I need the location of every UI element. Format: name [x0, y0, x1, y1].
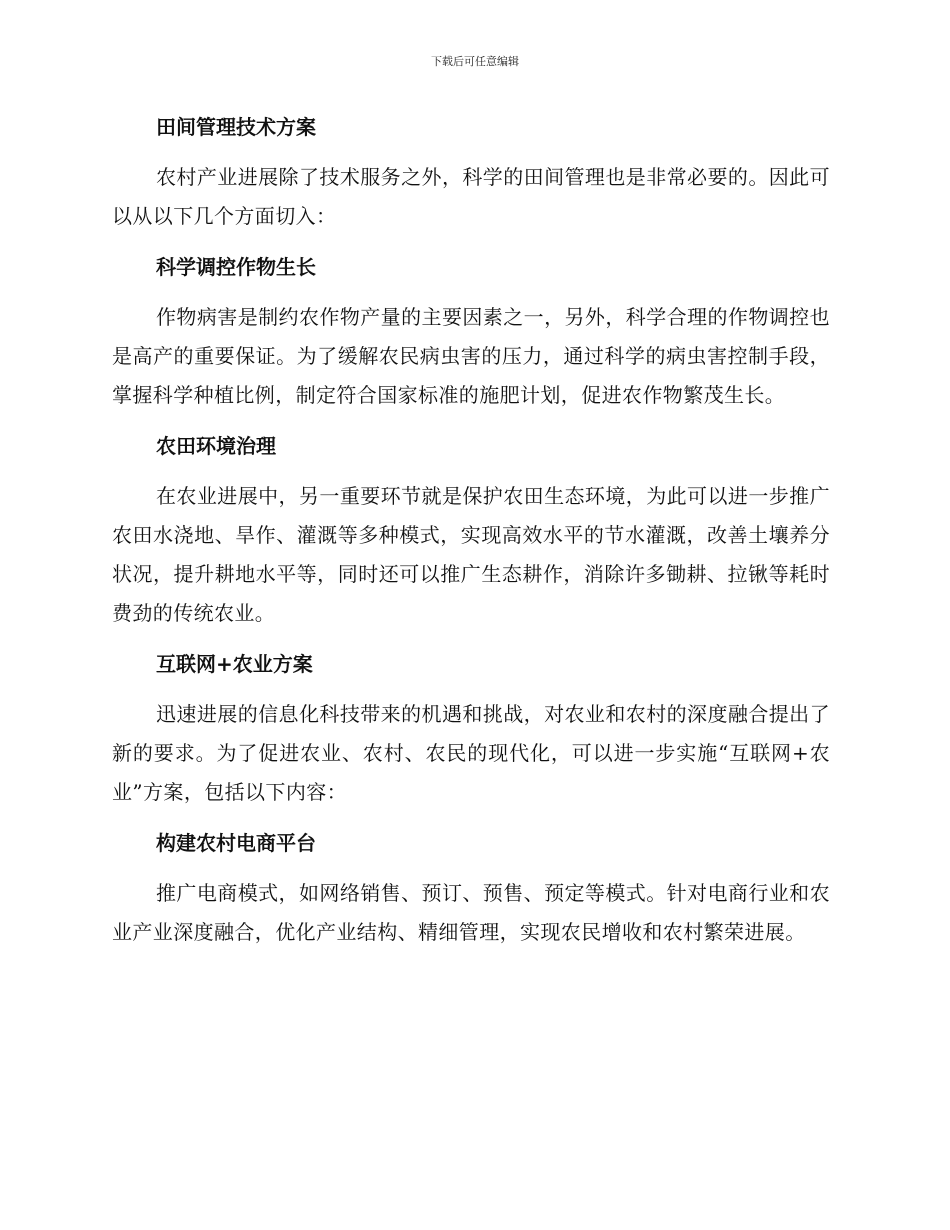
document-body — [112, 110, 830, 966]
section-heading-internet-agriculture: 互联网+农业方案 — [156, 652, 313, 676]
page-header: 下载后可任意编辑 — [431, 55, 519, 68]
section-heading-farmland-environment: 农田环境治理 — [156, 434, 276, 458]
section-paragraph-farmland-environment: 在农业进展中，另一重要环节就是保护农田生态环境，为此可以进一步推广农田水浇地、旱作、灌溉等多种模式，实现高效水平的节水灌溉，改善土壤养分状况，提升耕地水平等，同时还可以推广生态耕作，消除许多锄耕、拉锹等耗时费劲的传统农业。 — [112, 484, 830, 625]
section-paragraph-field-management: 农村产业进展除了技术服务之外，科学的田间管理也是非常必要的。因此可以从以下几个方面切入： — [112, 165, 830, 228]
section-heading-field-management: 田间管理技术方案 — [156, 115, 316, 139]
section-paragraph-internet-agriculture: 迅速进展的信息化科技带来的机遇和挑战，对农业和农村的深度融合提出了新的要求。为了促进农业、农村、农民的现代化，可以进一步实施“互联网+农业”方案，包括以下内容： — [112, 702, 830, 804]
section-heading-rural-ecommerce: 构建农村电商平台 — [156, 831, 316, 855]
section-paragraph-crop-growth: 作物病害是制约农作物产量的主要因素之一，另外，科学合理的作物调控也是高产的重要保证。为了缓解农民病虫害的压力，通过科学的病虫害控制手段，掌握科学种植比例，制定符合国家标准的施肥计划，促进农作物繁茂生长。 — [112, 305, 830, 407]
section-heading-crop-growth: 科学调控作物生长 — [156, 255, 316, 279]
section-paragraph-rural-ecommerce: 推广电商模式，如网络销售、预订、预售、预定等模式。针对电商行业和农业产业深度融合，优化产业结构、精细管理，实现农民增收和农村繁荣进展。 — [112, 881, 830, 944]
